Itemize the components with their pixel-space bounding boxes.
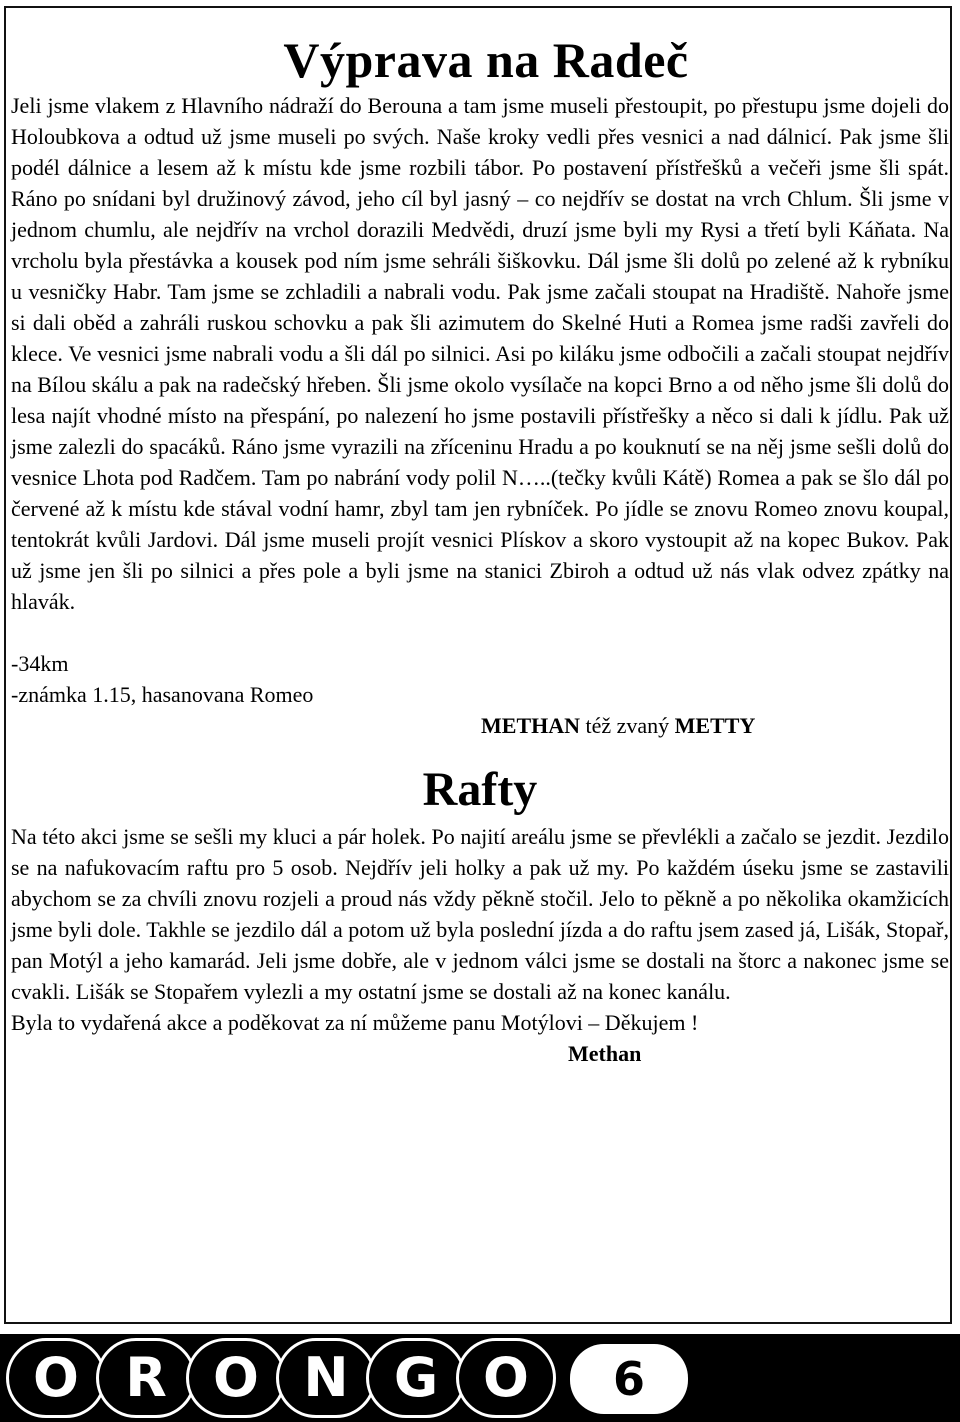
article-title-vyprava: Výprava na Radeč bbox=[283, 32, 689, 88]
page-number-badge bbox=[570, 1344, 688, 1414]
author-alias: METTY bbox=[674, 713, 756, 738]
banner-letter: N bbox=[276, 1338, 376, 1418]
banner-letter: G bbox=[366, 1338, 466, 1418]
page-content bbox=[11, 30, 949, 1069]
banner-letter: O bbox=[6, 1338, 106, 1418]
article-signature-vyprava bbox=[11, 710, 949, 741]
author-middle: též zvaný bbox=[580, 713, 675, 738]
banner-letter: O bbox=[456, 1338, 556, 1418]
page-number: 6 bbox=[612, 1352, 645, 1406]
article-signature-rafty: Methan bbox=[568, 1041, 642, 1066]
banner-letter: R bbox=[96, 1338, 196, 1418]
article-title-rafty: Rafty bbox=[422, 763, 538, 816]
author-name: METHAN bbox=[481, 713, 580, 738]
distance-line: -34km bbox=[11, 651, 69, 676]
article-closing-rafty: Byla to vydařená akce a poděkovat za ní můžeme panu Motýlovi – Děkujem ! bbox=[11, 1010, 699, 1035]
article-body-vyprava: Jeli jsme vlakem z Hlavního nádraží do Berouna a tam jsme museli přestoupit, po přestupu jsme dojeli do Holoubkova a odtud už jsme museli po svých. Naše kroky vedli přes vesnici a nad dálnicí. Pak jsme šli podél dálnice a lesem až k místu kde jsme rozbili tábor. Po postavení přístřešků a večeři jsme šli spát. Ráno po snídani byl družinový závod, jeho cíl byl jasný – co nejdřív se dostat na vrch Chlum. Šli jsme v jednom chumlu, ale nejdřív na vrchol dorazili Medvědi, druzí jsme byli my Rysi a třetí byli Káňata. Na vrcholu byla přestávka a kousek pod ním jsme sehráli šiškovku. Dál jsme šli dolů po zelené až k rybníku u vesničky Habr. Tam jsme se zchladili a nabrali vodu. Pak jsme začali stoupat na Hradiště. Nahoře jsme si dali oběd a zahráli ruskou schovku a pak šli azimutem do Skelné Huti a Romea jsme radši zavřeli do klece. Ve vesnici jsme nabrali vodu a šli dál po silnici. Asi po kiláku jsme odbočili a začali stoupat nejdřív na Bílou skálu a pak na radečský hřeben. Šli jsme okolo vysílače na kopci Brno a od něho jsme šli dolů do lesa najít vhodné místo na přespání, po nalezení ho jsme postavili přístřešky a něco si dali k jídlu. Pak už jsme zalezli do spacáků. Ráno jsme vyrazili na zříceninu Hradu a po kouknutí se na něj jsme sešli dolů do vesnice Lhota pod Radčem. Tam po nabrání vody polil N…..(tečky kvůli Kátě) Romea a pak se šlo dál po červené až k místu kde stával vodní hamr, zbyl tam jen rybníček. Po jídle se znovu Romeo znovu koupal, tentokrát kvůli Jardovi. Dál jsme museli projít vesnici Plískov a skoro vystoupit až na kopec Bukov. Pak už jsme jen šli po silnici a přes pole a byli jsme na stanici Zbiroh a odtud už nás vlak odvez zpátky na hlavák. bbox=[11, 93, 949, 614]
grade-line: -známka 1.15, hasanovana Romeo bbox=[11, 682, 314, 707]
spacer bbox=[11, 617, 949, 648]
banner-letter: O bbox=[186, 1338, 286, 1418]
article-body-rafty: Na této akci jsme se sešli my kluci a pár holek. Po najití areálu jsme se převlékli a začalo se jezdit. Jezdilo se na nafukovacím raftu pro 5 osob. Nejdřív jeli holky a pak už my. Po každém úseku jsme se zastavili abychom se za chvíli znovu rozjeli a proud nás vždy pěkně stočil. Jelo to pěkně a po několika okamžicích jsme byli dole. Takhle se jezdilo dál a potom už byla poslední jízda a do raftu jsem zased já, Lišák, Stopař, pan Motýl a jeho kamarád. Jeli jsme dobře, ale v jednom válci jsme se dostali na štorc a nakonec jsme se cvakli. Lišák se Stopařem vylezli a my ostatní jsme se dostali až na konec kanálu. bbox=[11, 824, 949, 1004]
footer-banner bbox=[0, 1334, 960, 1422]
